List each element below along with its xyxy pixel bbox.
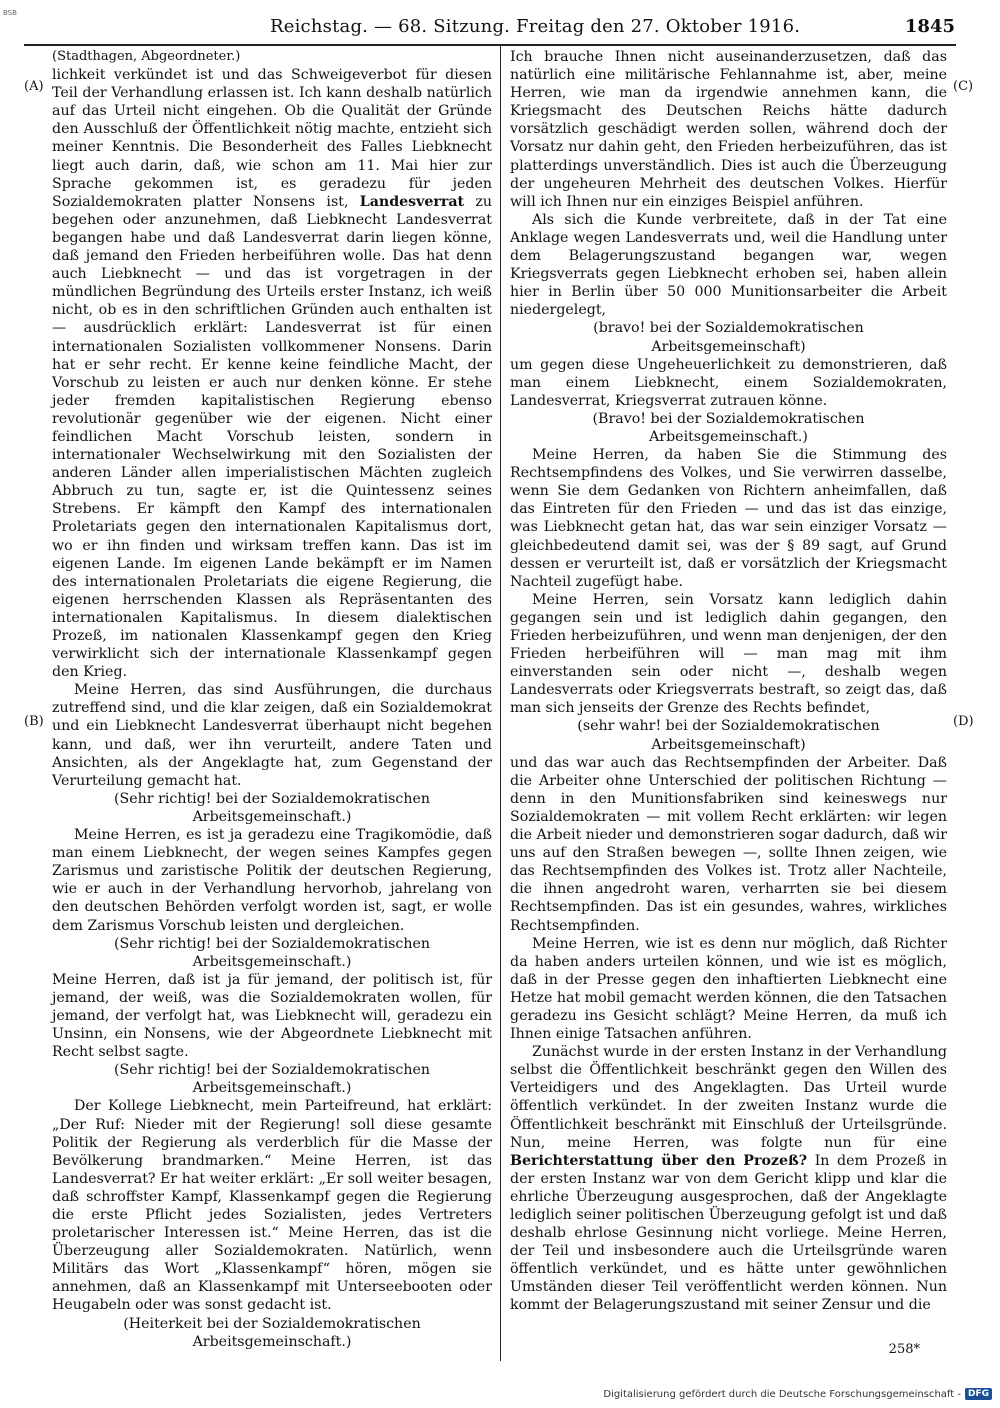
footer-text: Digitalisierung gefördert durch die Deutsche Forschungsgemeinschaft -	[603, 1388, 961, 1400]
paragraph: Meine Herren, daß ist ja für jemand, der politisch ist, für jemand, der weiß, was die Sozialdemokraten wollen, für jemand, der verfolgt hat, was Liebknecht will, geradezu ein Unsinn, ein Nonsens, wie der Abgeordnete Liebknecht mit Recht selbst sagte.	[52, 971, 492, 1061]
paragraph: Meine Herren, das sind Ausführungen, die durchaus zutreffend sind, und die klar zeigen, daß ein Sozialdemokrat und ein Liebknecht Landesverrat überhaupt nicht begehen kann, und daß, wer ihn verurteilt, andere Taten und Ansichten, als der Angeklagte hat, zum Gegenstand der Verurteilung gemacht hat.	[52, 682, 492, 789]
paragraph: Ich brauche Ihnen nicht auseinanderzusetzen, daß das natürlich eine militärische Fehlannahme ist, aber, meine Herren, wie man da irgendwie annehmen kann, die Kriegsmacht des Deutschen Reichs hätte dadurch vorsätzlich geschädigt werden sollen, während doch der Vorsatz nur dahin geht, den Frieden herbeizuführen, das ist platterdings unverständlich. Dies ist auch die Überzeugung der ungeheuren Mehrheit des deutschen Volkes. Hierfür will ich Ihnen nur ein einziges Beispiel anführen.	[510, 49, 947, 210]
running-head: Reichstag. — 68. Sitzung. Freitag den 27. Oktober 1916.	[270, 16, 801, 37]
digitization-footer	[603, 1388, 992, 1400]
page-header	[270, 16, 955, 40]
emphasis-term: Landesverrat	[359, 193, 465, 210]
paragraph: um gegen diese Ungeheuerlichkeit zu demonstrieren, daß man einem Liebknecht, einem Sozialdemokraten, Landesverrat, Kriegsverrat zutrauen könne.	[510, 356, 947, 409]
page-number: 1845	[904, 16, 955, 37]
paragraph: Meine Herren, sein Vorsatz kann lediglich dahin gegangen sein und ist lediglich dahin gegangen, den Frieden herbeizuführen, und wenn man denjenigen, der den Frieden herbeiführen will — man mag mit ihm einverstanden sein oder nicht —, deshalb wegen Landesverrats oder Kriegsverrats bestraft, so zeigt das, daß man sich jenseits der Grenze des Rechts befindet,	[510, 591, 947, 717]
stage-direction: (Sehr richtig! bei der Sozialdemokratischen Arbeitsgemeinschaft.)	[113, 935, 431, 970]
stage-direction: (Bravo! bei der Sozialdemokratischen Arbeitsgemeinschaft.)	[592, 410, 865, 445]
paragraph: Der Kollege Liebknecht, mein Parteifreund, hat erklärt: „Der Ruf: Nieder mit der Regierung! soll diese gesamte Politik der Regierung als verderblich für die Masse der Bevölkerung brandmarken.“ Meine Herren, ist das Landesverrat? Er hat weiter erklärt: „Er soll weiter besagen, daß schroffster Kampf, Klassenkampf gegen die Regierung die erste Pflicht jedes Sozialisten, jedes Vertreters proletarischer Interessen ist.“ Meine Herren, das ist die Überzeugung aller Sozialdemokraten. Natürlich, wenn Militärs das Wort „Klassenkampf“ hören, mögen sie annehmen, daß an Klassenkampf mit Unterseebooten oder Heugabeln oder was sonst gedacht ist.	[52, 1098, 492, 1314]
stage-direction: (sehr wahr! bei der Sozialdemokratischen Arbeitsgemeinschaft)	[577, 718, 880, 753]
paragraph: Meine Herren, es ist ja geradezu eine Tragikomödie, daß man einem Liebknecht, der wegen seines Kampfes gegen Zarismus und zaristische Politik der deutschen Regierung, wie er auch in der Verhandlung hervorhob, jahrelang von den deutschen Behörden verfolgt worden ist, sagt, er wolle dem Zarismus Vorschub leisten und dergleichen.	[52, 827, 492, 934]
header-rule	[24, 44, 956, 46]
margin-marker-a: (A)	[24, 79, 44, 94]
speaker-line: (Stadthagen, Abgeordneter.)	[52, 49, 241, 64]
stage-direction: (Sehr richtig! bei der Sozialdemokratischen Arbeitsgemeinschaft.)	[113, 1062, 431, 1097]
margin-marker-b: (B)	[24, 714, 44, 729]
stage-direction: (Sehr richtig! bei der Sozialdemokratischen Arbeitsgemeinschaft.)	[113, 790, 431, 825]
paragraph: Meine Herren, da haben Sie die Stimmung des Rechtsempfindens des Volkes, und Sie verwirren dasselbe, wenn Sie dem Gedanken von Richtern anheimfallen, daß das Eintreten für den Frieden — und das ist das einzige, was Liebknecht getan hat, das war sein einziger Vorsatz — gleichbedeutend damit sei, was der § 89 sagt, auf Grund dessen er verurteilt ist, daß er vorsätzlich der Kriegsmacht Nachteil zugefügt habe.	[510, 447, 947, 590]
right-column	[510, 48, 947, 1315]
paragraph: und das war auch das Rechtsempfinden der Arbeiter. Daß die Arbeiter ohne Unterschied der politischen Richtung — denn in den Munitionsfabriken sind keineswegs nur Sozialdemokraten — mit vollem Recht erklärten: wir legen die Arbeit nieder und demonstrieren sogar dadurch, daß wir uns auf den Straßen bewegen —, sollte Ihnen zeigen, wie das Rechtsempfinden des Volkes ist. Trotz aller Nachteile, die ihnen angedroht waren, verharrten sie bei diesem Rechtsempfinden. Das ist ein gesundes, wahres, wirkliches Rechtsempfinden.	[510, 754, 947, 934]
paragraph: lichkeit verkündet ist und das Schweigeverbot für diesen Teil der Verhandlung erlassen ist. Ich kann deshalb natürlich auf das Urteil nicht eingehen. Ob die Qualität der Gründe den Ausschluß der Öffentlichkeit nötig machte, entzieht sich meiner Kenntnis. Die Besonderheit des Falles Liebknecht liegt auch darin, daß, wie schon am 11. Mai hier zur Sprache gekommen ist, es geradezu für jeden Sozialdemokraten platter Nonsens ist, Landesverrat zu begehen oder anzunehmen, daß Liebknecht Landesverrat begangen habe und daß Landesverrat darin liegen könne, daß jemand den Frieden herbeiführen wolle. Das hat denn auch Liebknecht — und das ist vorgetragen in der mündlichen Begründung des Urteils erster Instanz, ich weiß nicht, ob es in den schriftlichen Gründen auch enthalten ist — ausdrücklich erklärt: Landesverrat ist für einen internationalen Sozialisten vollkommener Nonsens. Darin hat er sehr recht. Er kenne keine feindliche Macht, der Vorschub zu leisten er auch nur denken könne. Er stehe jeder fremden kapitalistischen Regierung ebenso revolutionär gegenüber wie der eigenen. Nicht einer feindlichen Macht Vorschub leisten, sondern in internationaler Wechselwirkung mit den Sozialisten der anderen Länder allen imperialistischen Mächten zugleich Abbruch zu tun, sagte er, ist die Quintessenz seines Strebens. Er kämpft den Kampf des internationalen Proletariats gegen den internationalen Kapitalismus dort, wo er ihn finden und wirksam treffen kann. Das ist im eigenen Lande. Im eigenen Lande bekämpft er im Namen des internationalen Proletariats die eigene Regierung, die eigenen herrschenden Klassen als Repräsentanten des internationalen Kapitalismus. In diesem dialektischen Prozeß, im nationalen Klassenkampf gegen den Krieg verwirklicht sich der internationale Klassenkampf gegen den Krieg.	[52, 67, 492, 681]
margin-marker-c: (C)	[953, 79, 974, 94]
column-divider	[500, 46, 501, 1361]
signature-mark: 258*	[888, 1342, 920, 1357]
emphasis-term: Berichterstattung über den Prozeß?	[510, 1152, 808, 1169]
paragraph: Meine Herren, wie ist es denn nur möglich, daß Richter da haben anders urteilen können, und wie ist es möglich, daß in der Presse gegen den inhaftierten Liebknecht eine Hetze hat mobil gemacht werden können, die den Tatsachen geradezu ins Gesicht schlägt? Meine Herren, da muß ich Ihnen einige Tatsachen anführen.	[510, 935, 947, 1043]
margin-marker-d: (D)	[953, 714, 974, 729]
stage-direction: (bravo! bei der Sozialdemokratischen Arbeitsgemeinschaft)	[593, 320, 864, 355]
paragraph: Als sich die Kunde verbreitete, daß in der Tat eine Anklage wegen Landesverrats und, weil die Handlung unter dem Belagerungszustand begangen war, wegen Kriegsverrats gegen Liebknecht erhoben sei, haben allein hier in Berlin über 50 000 Munitionsarbeiter die Arbeit niedergelegt,	[510, 211, 947, 319]
dfg-logo: DFG	[965, 1388, 992, 1400]
paragraph: Zunächst wurde in der ersten Instanz in der Verhandlung selbst die Öffentlichkeit beschränkt gegen den Willen des Verteidigers und des Angeklagten. Das Urteil wurde öffentlich verkündet. In der zweiten Instanz wurde die Öffentlichkeit beschränkt mit Einschluß der Urteilsgründe. Nun, meine Herren, was folgte nun für eine Berichterstattung über den Prozeß? In dem Prozeß in der ersten Instanz war von dem Gericht klipp und klar die ehrliche Überzeugung ausgesprochen, daß der Angeklagte lediglich seiner politischen Überzeugung gefolgt ist und daß deshalb ehrlose Gesinnung nicht vorliege. Meine Herren, der Teil und insbesondere auch die Urteilsgründe waren öffentlich verkündet, und es hätte unter gewöhnlichen Umständen dieser Teil veröffentlicht werden können. Nun kommt der Belagerungszustand mit seiner Zensur und die	[510, 1044, 947, 1314]
stage-direction: (Heiterkeit bei der Sozialdemokratischen Arbeitsgemeinschaft.)	[123, 1315, 421, 1350]
library-mark: BSB	[3, 9, 17, 17]
left-column	[52, 48, 492, 1351]
